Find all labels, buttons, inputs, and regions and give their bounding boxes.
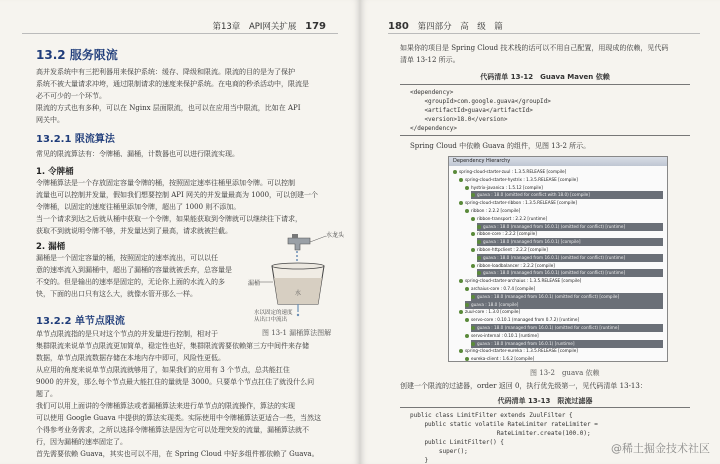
- part-label: 第四部分: [417, 22, 452, 32]
- token-bucket-line: 流量也可以控制并发量，假如我们想要控制 API 网关的并发量最高为 1000，可以创建一个: [36, 191, 319, 199]
- code-line: <dependency>: [410, 89, 454, 96]
- left-page-header: [212, 20, 332, 32]
- dependency-label: servo-internal : 0.10.1 [runtime]: [471, 332, 539, 338]
- dependency-tree-row: [459, 308, 663, 316]
- jar-icon: [465, 357, 469, 361]
- jar-icon: [477, 225, 481, 229]
- dependency-tree-row: [465, 355, 663, 363]
- jar-icon: [477, 271, 481, 275]
- code-listing-13-12: [400, 84, 690, 136]
- jar-icon: [471, 326, 475, 330]
- single-node-line: 单节点限流指的是只对这个节点的并发量进行控制，相对于: [36, 330, 218, 338]
- section-title: 13.2 服务限流: [36, 48, 118, 62]
- dependency-label: guava : 18.0 (managed from 16.0.1) (omitted for conflict) [runtime]: [483, 270, 626, 276]
- dependency-tree-row: [465, 285, 663, 293]
- jar-icon: [459, 349, 463, 353]
- page-number: 179: [305, 21, 326, 32]
- dependency-tree-row: [465, 301, 663, 309]
- dependency-tree-row: [471, 246, 663, 254]
- dependency-label: guava : 18.0 (managed from 16.0.1) (omitted for conflict) [compile]: [477, 293, 620, 299]
- leaky-bucket-line: 不变的。但是输出的速率是固定的，无论你上面的水流入的多: [36, 278, 225, 286]
- dependency-label: ribbon-httpclient : 2.2.2 [compile]: [477, 247, 548, 252]
- single-node-line: 数据，单节点限流数据存储在本地内存中即可，风险性更低。: [36, 354, 225, 362]
- dependency-label: zuul-core : 1.3.0 [compile]: [465, 309, 521, 315]
- intro-line: 系统不被大量请求冲垮，通过限制请求的速度来保护系统。在电商的秒杀活动中，限流是: [36, 80, 309, 88]
- page-number: 180: [388, 21, 409, 32]
- single-node-line: 可以使用 Google Guava 中提供的算法实现类。实际使用中令牌桶算法更适合一些，当然这: [36, 414, 321, 422]
- intro-line: 必不可少的一个环节。: [36, 92, 106, 100]
- intro-line: 网关中。: [36, 116, 64, 124]
- token-bucket-line: 当一个请求到达之后就从桶中获取一个令牌，如果能获取到令牌就可以继续往下请求，: [36, 215, 302, 223]
- dependency-tree-row: [453, 168, 663, 176]
- jar-icon: [459, 178, 463, 182]
- intro-line: 如果你的项目是 Spring Cloud 技术栈的话可以不用自己配置，用现成的依赖，见代码: [400, 44, 669, 52]
- dependency-tree-row: [465, 332, 663, 340]
- dependency-label: ribbon-loadbalancer : 2.2.2 [compile]: [477, 262, 555, 268]
- leaky-bucket-line: 漏桶是一个固定容量的桶，按照固定的速率流出，可以以任: [36, 254, 218, 262]
- intro-line: 高并发系统中有三把利器用来保护系统：缓存、降级和限流。限流的目的是为了保护: [36, 68, 295, 76]
- jar-icon: [471, 264, 475, 268]
- jar-icon: [465, 287, 469, 291]
- intro-paragraph: [400, 42, 700, 66]
- jar-icon: [471, 217, 475, 221]
- dependency-hierarchy-title: Dependency Hierarchy: [449, 157, 667, 166]
- right-page-header: [388, 20, 509, 32]
- dependency-tree-row: [477, 254, 663, 262]
- dependency-label: guava : 18.0 (omitted for conflict with 18.0) [compile]: [477, 192, 590, 198]
- intro-line: 限流的方式也有多种，可以在 Nginx 层面限流，也可以在应用当中限流，比如在 API: [36, 104, 301, 112]
- single-node-line: 我们可以用上面讲的令牌桶算法或者漏桶算法来进行单节点的限流操作，算法的实现: [36, 402, 295, 410]
- dependency-label: guava : 18.0 (managed from 16.0.1) (omitted for conflict) [runtime]: [483, 223, 626, 229]
- jar-icon: [471, 342, 475, 346]
- watermark: @稀土掘金技术社区: [611, 442, 710, 455]
- jar-icon: [471, 232, 475, 236]
- leaky-bucket-heading: 2. 漏桶: [36, 242, 66, 252]
- figure-caption-13-2: 图 13-2 guava 依赖: [530, 369, 600, 377]
- token-bucket-heading: 1. 令牌桶: [36, 167, 74, 177]
- dependency-tree-row: [471, 262, 663, 270]
- dependency-tree-row: [465, 316, 663, 324]
- jar-icon: [471, 193, 475, 197]
- jar-icon: [465, 186, 469, 190]
- dependency-label: hystrix-javanica : 1.5.12 [compile]: [471, 184, 543, 190]
- dependency-label: ribbon-core : 2.2.2 [compile]: [477, 231, 537, 237]
- dependency-tree-row: [477, 269, 663, 277]
- code-line: <groupId>com.google.guava</groupId>: [410, 98, 551, 105]
- dependency-tree-row: [471, 340, 663, 348]
- dependency-label: guava : 18.0 (managed from 16.0.1) (omitted for conflict) [runtime]: [477, 325, 620, 330]
- dependency-tree-row: [471, 230, 663, 238]
- code-line: RateLimiter.create(100.0);: [410, 430, 591, 437]
- code-line: <version>18.0</version>: [410, 116, 508, 123]
- single-node-line: 个得参考业务需求，之所以选择令牌桶算法是因为它可以处理突发的流量，漏桶算法就不: [36, 426, 309, 434]
- dependency-tree-row: [465, 207, 663, 215]
- chapter-label: 第13章: [212, 22, 241, 32]
- faucet-label: 水龙头: [326, 232, 345, 239]
- leaky-bucket-text: [36, 252, 242, 300]
- dependency-label: spring-cloud-starter-eureka : 1.3.5.RELEASE [compile]: [465, 348, 578, 354]
- dependency-label: spring-cloud-starter-hystrix : 1.3.5.RELEASE [compile]: [465, 176, 578, 182]
- single-node-text: [36, 328, 336, 460]
- intro-line: 清单 13-12 所示。: [400, 56, 460, 64]
- header-rule: [22, 33, 338, 34]
- chapter-title: API网关扩展: [248, 22, 297, 32]
- guava-components-text: Spring Cloud 中依赖 Guava 的组件，见图 13-2 所示。: [410, 142, 591, 150]
- dependency-label: eureka-client : 1.6.2 [compile]: [471, 356, 535, 362]
- water-label: 水: [295, 290, 302, 297]
- dependency-tree-row: [471, 215, 663, 223]
- code-line: public class LimitFilter extends ZuulFilter {: [410, 412, 573, 419]
- dependency-label: servo-core : 0.10.1 (managed from 0.7.2) [runtime]: [471, 317, 580, 323]
- dependency-tree-row: [477, 238, 663, 246]
- jar-icon: [459, 279, 463, 283]
- token-bucket-text: [36, 177, 336, 237]
- code-line: public LimitFilter() {: [410, 439, 504, 446]
- code-listing-title-13-12: 代码清单 13-12 Guava Maven 依赖: [480, 73, 610, 81]
- code-line: public static volatile RateLimiter rateLimiter =: [410, 421, 598, 428]
- leaky-bucket-line: 快，下面的出口只有这么大，就像水管开那么一样。: [36, 290, 197, 298]
- single-node-line: 集群限流来说单节点限流更加简单，稳定性也好，集群限流需要依赖第三方中间件来存储: [36, 342, 309, 350]
- jar-icon: [465, 303, 469, 307]
- jar-icon: [477, 240, 481, 244]
- dependency-label: guava : 18.0 (managed from 16.0.1) [runtime]: [477, 340, 575, 346]
- intro-paragraph: [36, 66, 336, 126]
- dependency-hierarchy-screenshot: [448, 156, 668, 362]
- dependency-label: spring-cloud-starter-ribbon : 1.3.5.RELEASE [compile]: [465, 200, 577, 206]
- dependency-tree-row: [477, 223, 663, 231]
- header-rule: [388, 33, 700, 34]
- dependency-tree-row: [471, 191, 663, 199]
- jar-icon: [465, 209, 469, 213]
- subsection-title-single-node: 13.2.2 单节点限流: [36, 316, 125, 327]
- single-node-line: 行，因为漏桶的速率固定了。: [36, 438, 127, 446]
- dependency-tree-row: [459, 347, 663, 355]
- jar-icon: [459, 310, 463, 314]
- leaky-bucket-line: 意的速率流入到漏桶中，超出了漏桶的容量就被丢弃，总容量是: [36, 266, 232, 274]
- code-line: super();: [410, 448, 468, 455]
- figure-caption-13-1: 图 13-1 漏桶算法图解: [262, 329, 332, 337]
- dependency-tree-row: [471, 324, 663, 332]
- dependency-label: guava : 18.0 (managed from 16.0.1) (omitted for conflict) [runtime]: [483, 254, 626, 260]
- code-line: <artifactId>guava</artifactId>: [410, 107, 533, 114]
- subsection-title-algorithms: 13.2.1 限流算法: [36, 134, 115, 145]
- filter-intro-text: 创建一个限流的过滤器，order 返回 0，执行优先级第一，见代码清单 13-13：: [400, 382, 647, 390]
- dependency-tree-row: [471, 293, 663, 301]
- part-title: 高 级 篇: [460, 22, 503, 32]
- dependency-label: guava : 18.0 [compile]: [471, 301, 519, 307]
- single-node-line: 首先需要依赖 Guava，其实也可以不用，在 Spring Cloud 中好多组件都依赖了 Guava。: [36, 450, 319, 458]
- dependency-label: spring-cloud-starter-archaius : 1.3.5.RELEASE [compile]: [465, 278, 582, 284]
- token-bucket-line: 令牌桶算法是一个存放固定容量令牌的桶，按照固定速率往桶里添加令牌。可以控制: [36, 179, 295, 187]
- jar-icon: [453, 170, 457, 174]
- dependency-label: ribbon-transport : 2.2.2 [runtime]: [477, 215, 548, 221]
- dependency-tree-row: [465, 184, 663, 192]
- single-node-line: 9000 的并发，那么每个节点最大能扛住的量就是 3000。只要单个节点扛住了就没什么问: [36, 378, 315, 386]
- dependency-tree-row: [459, 277, 663, 285]
- jar-icon: [477, 256, 481, 260]
- dependency-label: guava : 18.0 (managed from 16.0.1) [compile]: [483, 239, 581, 245]
- code-listing-title-13-13: 代码清单 13-13 限流过滤器: [497, 397, 593, 405]
- single-node-line: 从应用的角度来说单节点限流就够用了，如果我们的应用有 3 个节点，总共能扛住: [36, 366, 290, 374]
- code-line: </dependency>: [410, 125, 457, 132]
- jar-icon: [465, 318, 469, 322]
- leaky-bucket-illustration: [248, 232, 348, 324]
- single-node-line: 题了。: [36, 390, 57, 398]
- dependency-tree-row: [459, 176, 663, 184]
- code-line: }: [410, 457, 429, 464]
- dependency-label: ribbon : 2.2.2 [compile]: [471, 208, 521, 213]
- dependency-tree-row: [459, 199, 663, 207]
- jar-icon: [459, 201, 463, 205]
- jar-icon: [471, 248, 475, 252]
- algorithms-text: 常见的限流算法有：令牌桶、漏桶，计数器也可以进行限流实现。: [36, 150, 239, 158]
- bucket-label: 漏桶: [248, 280, 261, 287]
- jar-icon: [465, 334, 469, 338]
- token-bucket-line: 获取不到就说明令牌不够，并发量达到了最高，请求就被拦截。: [36, 227, 232, 235]
- dependency-label: archaius-core : 0.7.4 [compile]: [471, 286, 536, 291]
- jar-icon: [471, 295, 475, 299]
- token-bucket-line: 令牌桶，以固定的速度往桶里添加令牌，超出了 1000 则不添加。: [36, 203, 241, 211]
- outflow-label: 水以固定的速度 从出口中流出: [254, 310, 293, 323]
- right-page: [360, 0, 720, 464]
- dependency-label: spring-cloud-starter-zuul : 1.3.5.RELEASE [compile]: [459, 169, 567, 174]
